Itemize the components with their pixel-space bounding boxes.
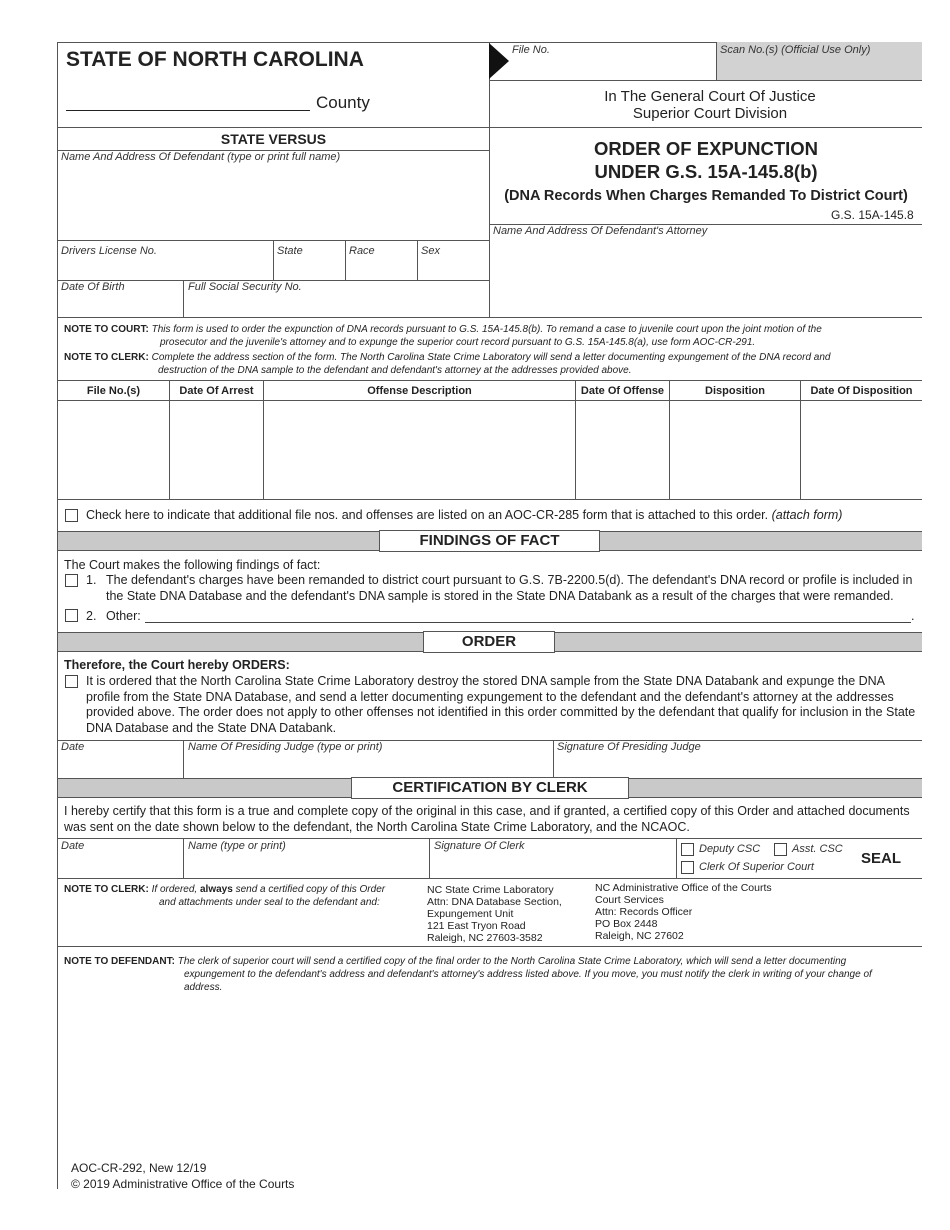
clerk-send-text-2: send a certified copy of this Order <box>235 884 386 895</box>
crime-lab-address <box>427 884 562 944</box>
state-versus: STATE VERSUS <box>220 131 327 147</box>
finding-2-number: 2. <box>86 609 97 623</box>
ssn-label: Full Social Security No. <box>188 281 302 293</box>
deputy-csc-label: Deputy CSC <box>699 843 761 855</box>
file-no-label: File No. <box>512 44 550 56</box>
seal-label: SEAL <box>861 850 902 867</box>
note-defendant-head: NOTE TO DEFENDANT: <box>64 956 175 967</box>
asst-csc-label: Asst. CSC <box>792 843 843 855</box>
form-id: AOC-CR-292, New 12/19 <box>71 1161 207 1175</box>
note-court-text-1: This form is used to order the expunction of DNA records pursuant to G.S. 15A-145.8(b). To remand a case to juvenile court upon the joint motion of the <box>151 324 822 335</box>
certification-line-2: was sent on the date shown below to the defendant, the North Carolina State Crime Laboratory, and the NCAOC. <box>64 819 690 834</box>
finding-1-checkbox[interactable] <box>65 574 78 587</box>
statute-ref: G.S. 15A-145.8 <box>831 208 914 222</box>
note-clerk-head: NOTE TO CLERK: <box>64 352 149 363</box>
race-label: Race <box>349 245 375 257</box>
scan-no-label: Scan No.(s) (Official Use Only) <box>720 44 871 56</box>
clerk-row-bottom <box>57 878 922 879</box>
order-date-label: Date <box>61 741 85 753</box>
col-offense-description: Offense Description <box>367 385 472 397</box>
clerk-note-bottom <box>57 946 922 947</box>
crime-lab-line: NC State Crime Laboratory <box>427 884 554 896</box>
aoc-line: PO Box 2448 <box>595 918 658 930</box>
finding-2-checkbox[interactable] <box>65 609 78 622</box>
asst-csc-checkbox[interactable] <box>774 843 787 856</box>
certification-text <box>64 804 910 835</box>
file-no-arrow-icon <box>489 43 509 79</box>
header-bottom-line <box>57 127 922 128</box>
drivers-license-label: Drivers License No. <box>61 245 157 257</box>
judge-row-top <box>57 740 922 741</box>
judge-signature-label: Signature Of Presiding Judge <box>557 741 701 753</box>
finding-1-text <box>106 573 912 604</box>
finding-1-line-2: the State DNA Database and the defendant's DNA sample is stored in the State DNA Databank as a result of the charges that were remanded. <box>106 588 894 603</box>
table-top <box>57 380 922 381</box>
crime-lab-line: Raleigh, NC 27603-3582 <box>427 932 543 944</box>
court-line-1: In The General Court Of Justice <box>604 88 816 105</box>
finding-2-other-label: Other: <box>106 609 141 623</box>
crime-lab-line: 121 East Tryon Road <box>427 920 526 932</box>
note-defendant-line-1: The clerk of superior court will send a certified copy of the final order to the North Carolina State Crime Laboratory, which will send a letter documenting <box>177 956 847 967</box>
clerk-row-div-3 <box>676 838 677 878</box>
col-disposition: Disposition <box>705 385 765 397</box>
clerk-send-text-3: and attachments under seal to the defendant and: <box>159 897 380 908</box>
col-date-of-offense: Date Of Offense <box>580 385 665 397</box>
clerk-superior-court-checkbox[interactable] <box>681 861 694 874</box>
dl-state-divider <box>273 240 274 280</box>
additional-offenses-label: Check here to indicate that additional file nos. and offenses are listed on an AOC-CR-285 form that is attached to this order. <box>86 508 769 522</box>
clerk-date-label: Date <box>61 840 85 852</box>
note-clerk-text-1: Complete the address section of the form. The North Carolina State Crime Laboratory will send a letter documenting expungement of the DNA record and <box>151 352 831 363</box>
defendant-name-field[interactable] <box>58 165 489 239</box>
order-date-field[interactable] <box>58 755 182 777</box>
state-race-divider <box>345 240 346 280</box>
clerk-send-head: NOTE TO CLERK: <box>64 884 149 895</box>
header-mid-line <box>489 80 922 81</box>
table-bottom <box>57 499 922 500</box>
col-date-of-disposition: Date Of Disposition <box>810 385 913 397</box>
aoc-line: Attn: Records Officer <box>595 906 693 918</box>
file-no-field[interactable] <box>512 58 712 78</box>
additional-offenses-text <box>86 508 842 524</box>
title-line-1: ORDER OF EXPUNCTION <box>593 138 819 159</box>
aoc-line: Raleigh, NC 27602 <box>595 930 684 942</box>
clerk-name-label: Name (type or print) <box>188 840 286 852</box>
judge-name-label: Name Of Presiding Judge (type or print) <box>188 741 383 753</box>
finding-2-other-line[interactable] <box>145 622 911 623</box>
order-title: ORDER <box>423 631 555 653</box>
finding-1-line-1: The defendant's charges have been remanded to district court pursuant to G.S. 7B-2200.5(d). The defendant's DNA record or profile is included in <box>106 573 913 587</box>
order-checkbox[interactable] <box>65 675 78 688</box>
title-line-2: UNDER G.S. 15A-145.8(b) <box>594 161 818 182</box>
note-court-text-2: prosecutor and the juvenile's attorney and to expunge the superior court record pursuant to G.S. 15A-145.8(a), use form AOC-CR-291. <box>160 337 756 348</box>
certification-line-1: I hereby certify that this form is a true and complete copy of the original in this case, and if granted, a certified copy of this Order and attached documents <box>64 804 910 818</box>
block-bottom-line <box>57 317 922 318</box>
order-line-4: DNA Database and the State DNA Databank. <box>86 720 337 735</box>
clerk-superior-court-label: Clerk Of Superior Court <box>699 861 814 873</box>
note-clerk-text-2: destruction of the DNA sample to the defendant and defendant's attorney at the addresses provided above. <box>158 365 632 376</box>
finding-1-number: 1. <box>86 573 97 587</box>
note-defendant-line-3: address. <box>184 982 223 993</box>
additional-offenses-checkbox[interactable] <box>65 509 78 522</box>
note-to-defendant <box>64 955 922 994</box>
findings-title: FINDINGS OF FACT <box>379 530 600 552</box>
note-court-head: NOTE TO COURT: <box>64 324 149 335</box>
order-line-1: It is ordered that the North Carolina State Crime Laboratory destroy the stored DNA sample from the State DNA Databank and expunge the DNA <box>86 674 886 688</box>
attorney-label: Name And Address Of Defendant's Attorney <box>493 225 708 237</box>
crime-lab-line: Expungement Unit <box>427 908 514 920</box>
form-footer <box>71 1160 294 1192</box>
copyright: © 2019 Administrative Office of the Courts <box>71 1177 295 1191</box>
note-defendant-line-2: expungement to the defendant's address and defendant's attorney's address listed above. If you move, you must notify the clerk in writing of your change of <box>184 969 872 980</box>
state-label: State <box>277 245 303 257</box>
col-file-no: File No.(s) <box>86 385 141 397</box>
certification-title: CERTIFICATION BY CLERK <box>351 777 629 799</box>
order-line-3: provided above. The order does not apply to other offenses not identified in this order committed by the defendant that qualify for inclusion in the State <box>86 705 916 719</box>
aoc-line: NC Administrative Office of the Courts <box>595 882 772 894</box>
col-date-of-arrest: Date Of Arrest <box>179 385 254 397</box>
clerk-signature-field[interactable] <box>430 855 675 877</box>
dob-label: Date Of Birth <box>61 281 125 293</box>
note-to-court <box>64 323 922 349</box>
judge-name-field[interactable] <box>184 755 552 777</box>
court-name <box>560 88 860 122</box>
county-label: County <box>316 93 370 112</box>
title-line-3: (DNA Records When Charges Remanded To District Court) <box>504 188 908 204</box>
clerk-signature-label: Signature Of Clerk <box>434 840 525 852</box>
order-text <box>86 674 915 736</box>
attorney-field[interactable] <box>490 240 922 316</box>
attach-form-note: (attach form) <box>771 508 843 522</box>
county-line[interactable] <box>66 110 310 111</box>
state-title: STATE OF NORTH CAROLINA <box>66 48 364 71</box>
clerk-send-text-1: If ordered, <box>151 884 198 895</box>
clerk-row-top <box>57 838 922 839</box>
judge-signature-field[interactable] <box>554 755 922 777</box>
order-line-2: profile from the State DNA Database, and send a letter documenting expungement to the defendant and the defendant's attorney at the addresses <box>86 689 894 704</box>
order-heading: Therefore, the Court hereby ORDERS: <box>64 658 290 672</box>
clerk-name-field[interactable] <box>184 855 428 877</box>
form-title <box>490 137 922 206</box>
note-to-clerk <box>64 351 922 377</box>
clerk-date-field[interactable] <box>58 855 182 877</box>
clerk-send-always: always <box>199 884 233 895</box>
finding-2-end: . <box>911 609 915 623</box>
deputy-csc-checkbox[interactable] <box>681 843 694 856</box>
crime-lab-line: Attn: DNA Database Section, <box>427 896 562 908</box>
clerk-send-note <box>64 883 424 909</box>
dob-ssn-divider <box>183 280 184 317</box>
aoc-line: Court Services <box>595 894 664 906</box>
offense-table-body[interactable] <box>58 401 922 499</box>
aoc-address <box>595 882 772 942</box>
race-sex-divider <box>417 240 418 280</box>
sex-label: Sex <box>421 245 440 257</box>
findings-intro: The Court makes the following findings of fact: <box>64 558 321 572</box>
court-line-2: Superior Court Division <box>632 105 788 122</box>
defendant-name-label: Name And Address Of Defendant (type or print full name) <box>61 151 341 163</box>
